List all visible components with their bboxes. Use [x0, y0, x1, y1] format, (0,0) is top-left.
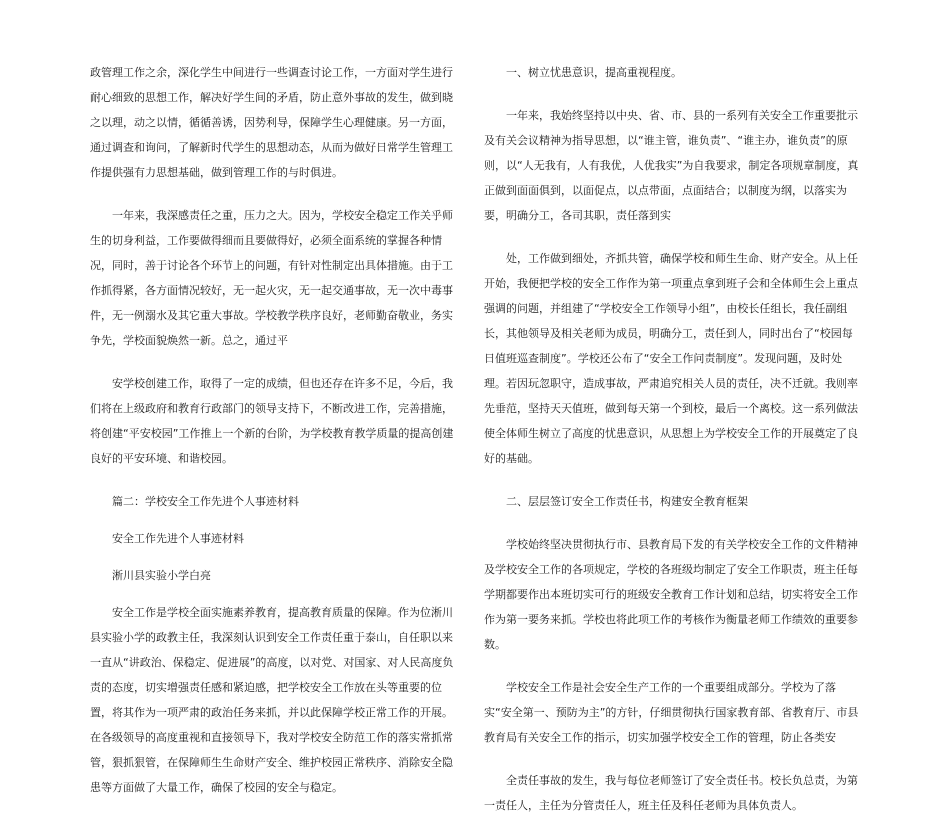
author-line: 淅川县实验小学白亮: [112, 569, 211, 582]
left-column: [90, 60, 462, 800]
subheading-responsibility-letters: 二、层层签订安全工作责任书，构建安全教育框架: [506, 495, 748, 508]
right-column: [484, 60, 860, 818]
paragraph-guiding-principles: 一年来，我始终坚持以中央、省、市、县的一系列有关安全工作重要批示及有关会议精神为指导思想，以“谁主管，谁负责”、“谁主办，谁负责”的原则，以“人无我有，人有我优，人优我实”为自我要求，制定各项规章制度，真正做到面面俱到，以面促点，以点带面，点面结合；以制度为纲，以落实为要，明确分工，各司其职，责任落到实: [484, 109, 859, 222]
paragraph-signed-letters: 全责任事故的发生，我与每位老师签订了安全责任书。校长负总责，为第一责任人，主任为分管责任人，班主任及科任老师为具体负责人。: [484, 774, 858, 812]
paragraph-intro: 安全工作是学校全面实施素养教育，提高教育质量的保障。作为位淅川县实验小学的政教主任，我深刻认识到安全工作责任重于泰山，自任职以来一直从“讲政治、保稳定、促进展”的高度，以对党、对国家、对人民高度负责的态度，切实增强责任感和紧迫感，把学校安全工作放在头等重要的位置，将其作为一项严肃的政治任务来抓，并以此保障学校正常工作的开展。在各级领导的高度重视和直接领导下，我对学校安全防范工作的落实常抓常管，狠抓狠管，在保障师生生命财产安全、维护校园正常秩序、消除安全隐患等方面做了大量工作，确保了校园的安全与稳定。: [90, 606, 454, 794]
paragraph-responsibility: 一年来，我深感责任之重，压力之大。因为，学校安全稳定工作关乎师生的切身利益，工作要做得细而且要做得好，必须全面系统的掌握各种情况，同时，善于讨论各个环节上的问题，有针对性制定出具体措施。由于工作抓得紧，各方面情况较好，无一起火灾，无一起交通事故，无一次中毒事件，无一例溺水及其它重大事故。学校教学秩序良好，老师勤奋敬业，务实争先，学校面貌焕然一新。总之，通过平: [90, 209, 453, 347]
paragraph-safe-school: 安学校创建工作，取得了一定的成绩，但也还存在许多不足，今后，我们将在上级政府和教育行政部门的领导支持下，不断改进工作，完善措施，将创建“平安校园”工作推上一个新的台阶，为学校教育教学质量的提高创建良好的平安环境、和谐校园。: [90, 377, 454, 465]
section-heading-part-two: 篇二：学校安全工作先进个人事迹材料: [112, 495, 299, 508]
paragraph-safety-policy: 学校安全工作是社会安全生产工作的一个重要组成部分。学校为了落实“安全第一、预防为主”的方针，仔细贯彻执行国家教育部、省教育厅、市县教育局有关安全工作的指示，切实加强学校安全工作的管理，防止各类安: [484, 681, 859, 744]
paragraph-leadership-group: 处，工作做到细处，齐抓共管，确保学校和师生生命、财产安全。从上任开始，我便把学校的安全工作作为第一项重点拿到班子会和全体师生会上重点强调的问题，并组建了“学校安全工作领导小组”，由校长任组长，我任副组长，其他领导及相关老师为成员，明确分工，责任到人，同时出台了“校园每日值班巡查制度”。学校还公布了“安全工作问责制度”。发现问题，及时处理。若因玩忽职守，造成事故，严肃追究相关人员的责任，决不迁就。我则率先垂范，坚持天天值班，做到每天第一个到校，最后一个离校。这一系列做法使全体师生树立了高度的忧患意识，从思想上为学校安全工作的开展奠定了良好的基础。: [484, 252, 858, 465]
paragraph-student-work: 政管理工作之余，深化学生中间进行一些调查讨论工作，一方面对学生进行耐心细致的思想工作，解决好学生间的矛盾，防止意外事故的发生，做到晓之以理，动之以情，循循善诱，因势利导，保障学生心理健康。另一方面，通过调查和询问，了解新时代学生的思想动态，从而为做好日常学生管理工作提供强有力思想基础，做到管理工作的与时俱进。: [90, 66, 453, 179]
subheading-awareness: 一、树立忧患意识，提高重视程度。: [506, 66, 682, 79]
document-title: 安全工作先进个人事迹材料: [112, 532, 244, 545]
paragraph-class-duties: 学校始终坚决贯彻执行市、县教育局下发的有关学校安全工作的文件精神及学校安全工作的各项规定，学校的各班级均制定了安全工作职责，班主任每学期都要作出本班切实可行的班级安全教育工作计划和总结，切实将安全工作作为第一要务来抓。学校也将此项工作的考核作为衡量老师工作绩效的重要参数。: [484, 538, 858, 651]
